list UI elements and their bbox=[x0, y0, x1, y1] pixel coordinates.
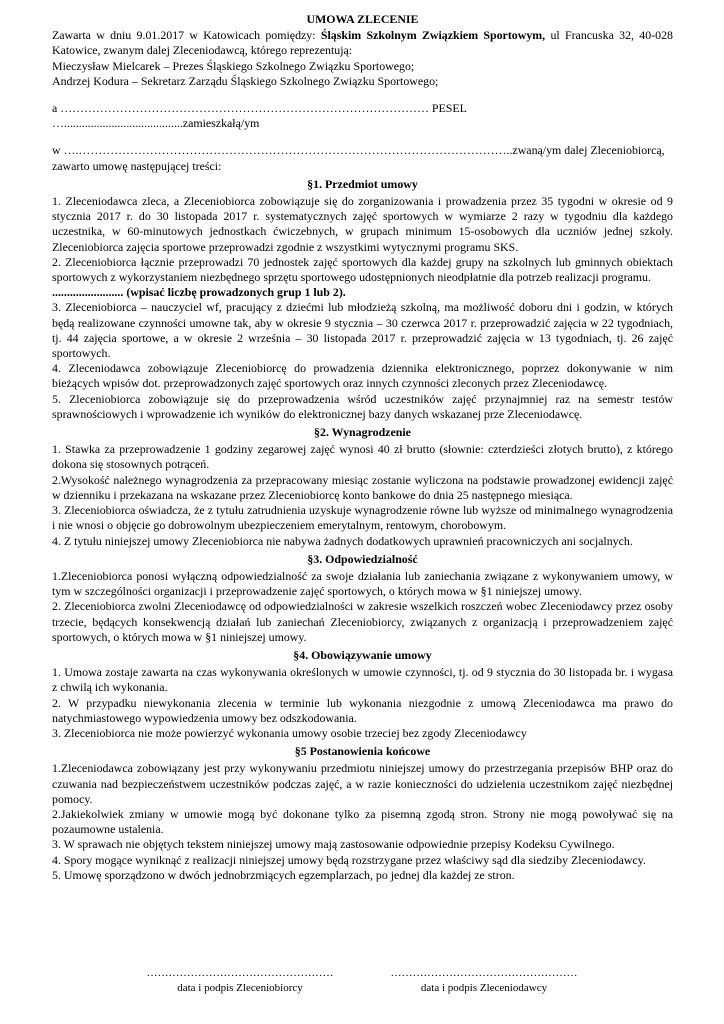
representative-1: Mieczysław Mielcarek – Prezes Śląskiego Szkolnego Związku Sportowego; bbox=[52, 58, 415, 73]
contract-preamble: zawarto umowę następującej treści: bbox=[52, 158, 222, 173]
document-title: UMOWA ZLECENIE bbox=[306, 12, 419, 26]
intro-paragraph bbox=[52, 28, 673, 58]
contractor-address-line: w ….………………………………………………………………………………………………..zwaną/ym dalej Zleceniobiorcą, bbox=[52, 143, 665, 158]
intro-pre: Zawarta w dniu 9.01.2017 w Katowicach pomiędzy: bbox=[52, 28, 321, 43]
contract-page bbox=[52, 12, 673, 883]
section-3-heading: §3. Odpowiedzialność bbox=[307, 551, 418, 566]
section-5-point-5: 5. Umowę sporządzono w dwóch jednobrzmiących egzemplarzach, po jednej dla każdej ze stron. bbox=[52, 867, 515, 882]
client-signature-label: data i podpis Zleceniodawcy bbox=[420, 982, 548, 995]
group-count-field: ........................ (wpisać liczbę prowadzonych grup 1 lub 2). bbox=[52, 285, 346, 300]
section-3-point-1: 1.Zleceniobiorca ponosi wyłączną odpowiedzialność za swoje działania lub zaniechania związane z wykonywaniem umowy, w tym w szczególności organizacji i przeprowadzenie zajęć sportowych, o których mowa w §1 niniejszej umowy. bbox=[52, 568, 673, 599]
section-4-point-3: 3. Zleceniobiorca nie może powierzyć wykonania umowy osobie trzeciej bez zgody Zleceniodawcy bbox=[52, 725, 527, 740]
section-2-point-1: 1. Stawka za przeprowadzenie 1 godziny zegarowej zajęć wynosi 40 zł brutto (słownie: czterdzieści złotych brutto), z którego dokona się stosownych potrąceń. bbox=[52, 442, 673, 472]
section-5-point-2: 2.Jakiekolwiek zmiany w umowie mogą być dokonane tylko za pisemną zgodą stron. Strony nie mogą powoływać się na pozaumowne ustalenia. bbox=[52, 806, 673, 837]
section-5-heading: §5 Postanowienia końcowe bbox=[294, 744, 431, 759]
section-1-point-3: 3. Zleceniobiorca – nauczyciel wf, pracujący z dziećmi lub młodzieżą szkolną, ma możliwość doboru dni i godzin, w których będą realizowane czynności umowne tak, aby w okresie 9 stycznia – 30 czerwca 2017 r. przeprowadzić zajęcia w 22 tygodniach, tj. 44 zajęcia sportowe, a w okresie 2 września – 30 listopada 2017 r. przeprowadzić zajęcia w 13 tygodniach, tj. 26 zajęć sportowych. bbox=[52, 300, 673, 361]
section-5-point-3: 3. W sprawach nie objętych tekstem niniejszej umowy mają zastosowanie odpowiednie przepisy Kodeksu Cywilnego. bbox=[52, 837, 615, 852]
intro-party: Śląskim Szkolnym Związkiem Sportowym, bbox=[320, 28, 546, 43]
section-1-point-1: 1. Zleceniodawca zleca, a Zleceniobiorca zobowiązuje się do zorganizowania i prowadzenia przez 35 tygodni w okresie od 9 stycznia 2017 r. do 30 listopada 2017 r. systematycznych zajęć sportowych w wymiarze 2 razy w tygodniu dla każdego uczestnika, w 60-minutowych jednostkach ćwiczebnych, w grupach minimum 15-osobowych dla uczniów jednej szkoły. Zleceniobiorca zajęcia sportowe przeprowadzi zgodnie z wszystkimi wytycznymi programu SKS. bbox=[52, 194, 673, 254]
contractor-name-line: a ………………………………………………………………………………… PESEL …........................................zamieszkałą/ym bbox=[52, 101, 467, 131]
section-2-point-3: 3. Zleceniobiorca oświadcza, że z tytułu zatrudnienia uzyskuje wynagrodzenie równe lub wyższe od minimalnego wynagrodzenia i nie wnosi o objęcie go dobrowolnym ubezpieczeniem emerytalnym, rentowym, chorobowym. bbox=[52, 503, 673, 533]
section-1-point-5: 5. Zleceniobiorca zobowiązuje się do przeprowadzenia wśród uczestników zajęć przynajmniej raz na semestr testów sprawnościowych i wprowadzenie ich wyników do elektronicznej bazy danych wskazanej prze Zleceniodawcę. bbox=[52, 391, 673, 421]
section-2-point-4: 4. Z tytułu niniejszej umowy Zleceniobiorca nie nabywa żadnych dodatkowych uprawnień pracowniczych ani socjalnych. bbox=[52, 533, 633, 548]
section-1-group-count bbox=[52, 285, 673, 300]
intro-post: ul Francuska 32, 40-028 Katowice, zwanym dalej Zleceniodawcą, którego reprezentują: bbox=[52, 28, 673, 58]
section-4-point-1: 1. Umowa zostaje zawarta na czas wykonywania określonych w umowie czynności, tj. od 9 stycznia do 30 listopada br. i wygasa z chwilą ich wykonania. bbox=[52, 665, 673, 695]
section-2-heading: §2. Wynagrodzenie bbox=[314, 425, 411, 440]
section-5-point-4: 4. Spory mogące wyniknąć z realizacji niniejszej umowy będą rozstrzygane przez właściwy sąd dla siedziby Zleceniodawcy. bbox=[52, 852, 646, 867]
section-2-point-2: 2.Wysokość należnego wynagrodzenia za przepracowany miesiąc zostanie wyliczona na podstawie prowadzonej ewidencji zajęć w dzienniku i przekazana na wskazane przez Zleceniobiorcę konto bankowe do dnia 25 następnego miesiąca. bbox=[52, 472, 673, 502]
section-1-point-2: 2. Zleceniobiorca łącznie przeprowadzi 70 jednostek zajęć sportowych dla każdej grupy na szkolnych lub gminnych obiektach sportowych z wykorzystaniem niezbędnego sprzętu sportowego udostępnionych nieodpłatnie dla potrzeb realizacji programu. bbox=[52, 254, 673, 285]
section-5-point-1: 1.Zleceniodawca zobowiązany jest przy wykonywaniu przedmiotu niniejszej umowy do przestrzegania przepisów BHP oraz do czuwania nad bezpieczeństwem uczestników podczas zajęć, a w razie konieczności do udzielenia uczestnikom zajęć niezbędnej pomocy. bbox=[52, 761, 673, 806]
client-signature-line: …………………………………………… bbox=[390, 967, 578, 979]
contractor-signature bbox=[140, 966, 340, 996]
contractor-signature-line: …………………………………………… bbox=[146, 967, 334, 979]
representative-2: Andrzej Kodura – Sekretarz Zarządu Śląskiego Szkolnego Związku Sportowego; bbox=[52, 73, 439, 88]
section-3-point-2: 2. Zleceniobiorca zwolni Zleceniodawcę od odpowiedzialności w zakresie wszelkich roszczeń wobec Zleceniodawcy przez osoby trzecie, będących konsekwencją działań lub zaniechań Zleceniobiorcy, związanych z organizacją i przeprowadzeniem zajęć sportowych, o których mowa w §1 niniejszej umowy. bbox=[52, 599, 673, 644]
section-4-heading: §4. Obowiązywanie umowy bbox=[293, 647, 432, 662]
client-signature bbox=[384, 966, 584, 996]
section-4-point-2: 2. W przypadku niewykonania zlecenia w terminie lub wykonania niezgodnie z umową Zleceniodawca ma prawo do natychmiastowego wypowiedzenia umowy bez odszkodowania. bbox=[52, 695, 673, 725]
contractor-signature-label: data i podpis Zleceniobiorcy bbox=[177, 982, 303, 995]
section-1-point-4: 4. Zleceniodawca zobowiązuje Zleceniobiorcę do prowadzenia dziennika elektronicznego, poprzez dokonywanie w nim bieżących wpisów dot. przeprowadzonych zajęć sportowych oraz innych czynności zleconych przez Zleceniodawcę. bbox=[52, 361, 673, 391]
section-1-heading: §1. Przedmiot umowy bbox=[307, 176, 418, 191]
